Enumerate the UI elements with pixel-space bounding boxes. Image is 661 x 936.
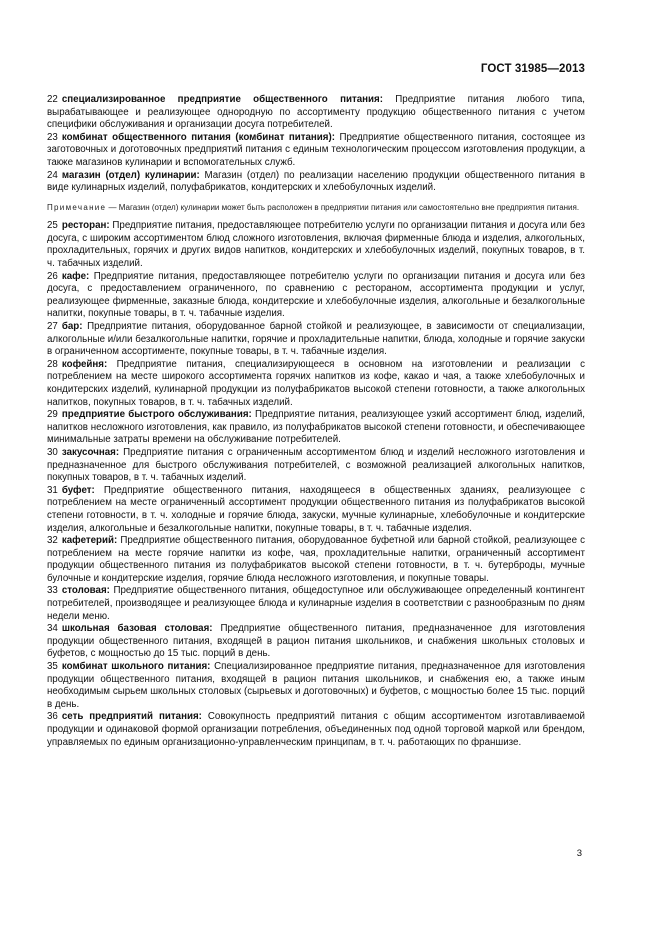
- term-entry: [47, 585, 585, 623]
- term-entry: [47, 485, 585, 535]
- term-title: комбинат школьного питания:: [61, 661, 211, 673]
- term-number: 26: [47, 270, 58, 282]
- term-definition: Предприятие питания, реализующее узкий ассортимент блюд, изделий, напитков несложного изготовления, как правило, из полуфабрикатов высокой степени готовности, и обеспечивающее минимальные затраты времени на обслуживание потребителей.: [47, 409, 585, 446]
- term-title: специализированное предприятие общественного питания:: [61, 94, 383, 105]
- term-entry: [47, 94, 585, 132]
- term-number: 31: [47, 484, 58, 496]
- term-entry: [47, 623, 585, 661]
- term-number: 35: [47, 661, 58, 673]
- term-definition: Магазин (отдел) по реализации населению продукции общественного питания в виде кулинарных изделий, полуфабрикатов, кондитерских и хлебобулочных изделий.: [47, 169, 585, 194]
- term-definition: Специализированное предприятие питания, предназначенное для изготовления продукции общественного питания, входящей в рацион питания школьников, и снабжения ею, а также иным необходимым сырьем школьных столовых (сырьевых и доготовочных) и буфетов, с мощностью более 15 тыс. порций в день.: [47, 661, 585, 710]
- term-title: столовая:: [61, 585, 110, 597]
- term-definition: Предприятие питания, оборудованное барной стойкой и реализующее, в зависимости от специализации, алкогольные и/или безалкогольные напитки, горячие и прохладительные напитки, блюда, холодные и горячие закуски в ограниченном ассортименте, покупные товары, в т. ч. табачные изделия.: [47, 321, 586, 358]
- terms-list-a: [47, 94, 585, 195]
- term-number: 30: [47, 446, 58, 458]
- term-number: 24: [47, 169, 58, 181]
- term-number: 34: [47, 623, 58, 635]
- term-title: сеть предприятий питания:: [61, 711, 202, 723]
- term-entry: [47, 170, 585, 195]
- term-title: магазин (отдел) кулинарии:: [61, 169, 200, 181]
- term-entry: [47, 409, 585, 447]
- term-number: 23: [47, 131, 58, 143]
- term-definition: Предприятие питания, предоставляющее потребителю услуги по организации питания и досуга или без досуга, с широким ассортиментом блюд сложного изготовления, включая фирменные блюда и изделия, алкогольных, прохладительных, горячих и других видов напитков, кондитерских и хлебобулочных изделий, покупных товаров, в т. ч. табачных изделий.: [47, 220, 585, 270]
- term-title: ресторан:: [61, 220, 110, 232]
- term-number: 33: [47, 585, 58, 597]
- term-number: 32: [47, 535, 58, 547]
- standard-code: ГОСТ 31985—2013: [480, 63, 585, 75]
- term-entry: [47, 271, 585, 321]
- term-number: 22: [47, 94, 58, 105]
- term-entry: [47, 359, 585, 409]
- term-definition: Предприятие общественного питания, оборудованное буфетной или барной стойкой, реализующее с потреблением на месте горячие напитки из кофе, чая, прохладительные напитки, ограниченный ассортимент продукции общественного питания из полуфабрикатов высокой степени готовности, в т. ч. бутерброды, мучные булочные и кондитерские изделия, горячие блюда несложного изготовления, и покупные товары.: [47, 535, 585, 584]
- note-label: Примечание: [47, 202, 107, 212]
- term-definition: Предприятие питания, специализирующееся в основном на изготовлении и реализации с потреблением на месте широкого ассортимента горячих напитков из кофе, какао и чая, а также хлебобулочных и кондитерских изделий, кулинарной продукции из полуфабрикатов высокой степени готовности, а также алкогольных напитков, покупных товаров, в т. ч. табачных изделий.: [47, 358, 585, 408]
- term-definition: Предприятие общественного питания, общедоступное или обслуживающее определенный контингент потребителей, производящее и реализующее блюда и кулинарные изделия в соответствии с разнообразным по дням недели меню.: [47, 585, 585, 622]
- term-title: комбинат общественного питания (комбинат питания):: [61, 131, 335, 143]
- term-number: 29: [47, 409, 58, 421]
- term-number: 36: [47, 711, 58, 723]
- term-title: закусочная:: [61, 446, 120, 458]
- term-number: 28: [47, 358, 58, 370]
- term-entry: [47, 220, 585, 270]
- term-entry: [47, 447, 585, 485]
- page-number: 3: [576, 848, 582, 859]
- terms-list-b: [47, 220, 585, 749]
- term-number: 27: [47, 321, 58, 332]
- term-number: 25: [47, 220, 58, 232]
- term-definition: Предприятие общественного питания, находящееся в общественных зданиях, реализующее с потреблением на месте ограниченный ассортимент продукции общественного питания из полуфабрикатов высокой степени готовности, в т. ч. холодные и горячие блюда, закуски, мучные кулинарные, хлебобулочные и кондитерские изделия, алкогольные и безалкогольные напитки, покупные товары, в т. ч. табачные изделия.: [47, 484, 585, 534]
- term-entry: [47, 321, 585, 359]
- term-definition: Предприятие общественного питания, предназначенное для изготовления продукции общественного питания, входящей в рацион питания школьников, и снабжения школьных столовых и буфетов, с мощностью до 15 тыс. порций в день.: [47, 623, 585, 660]
- term-entry: [47, 711, 585, 749]
- term-title: школьная базовая столовая:: [61, 623, 213, 635]
- term-entry: [47, 661, 585, 711]
- term-title: кофейня:: [61, 358, 108, 370]
- term-definition: Предприятие питания, предоставляющее потребителю услуги по организации питания и досуга или без досуга, с предоставлением ограниченного, по сравнению с рестораном, ассортимента продукции и услуг, реализующее фирменные, заказные блюда, кондитерские и хлебобулочные изделия, алкогольные и безалкогольные напитки, покупные товары, в т. ч. табачные изделия.: [47, 270, 585, 320]
- term-title: кафетерий:: [61, 535, 118, 547]
- term-definition: Предприятие питания любого типа, вырабатывающее и реализующее однородную по ассортименту продукцию общественного питания с учетом специфики обслуживания и организации досуга потребителей.: [47, 94, 585, 131]
- terms-content: [47, 94, 585, 749]
- term-definition: Предприятие общественного питания, состоящее из заготовочных и доготовочных предприятий питания с единым технологическим процессом изготовления продукции, а также магазинов кулинарии и вспомогательных служб.: [47, 131, 585, 168]
- term-title: бар:: [61, 321, 83, 332]
- term-title: буфет:: [61, 484, 95, 496]
- term-definition: Совокупность предприятий питания с общим ассортиментом изготавливаемой продукции и одинаковой формой организации потребления, объединенных под одной торговой маркой или брендом, управляемых по единым организационно-управленческим принципам, в т. ч. работающих по франшизе.: [47, 711, 585, 748]
- term-definition: Предприятие питания с ограниченным ассортиментом блюд и изделий несложного изготовления и предназначенное для быстрого обслуживания потребителей, с возможной реализацией алкогольных напитков, покупных товаров, в т. ч. табачных изделий.: [47, 446, 585, 484]
- note-text: — Магазин (отдел) кулинарии может быть расположен в предприятии питания или самостоятельно вне предприятия питания.: [108, 202, 580, 212]
- term-entry: [47, 132, 585, 170]
- term-entry: [47, 535, 585, 585]
- note: [47, 202, 585, 214]
- term-title: кафе:: [61, 270, 90, 282]
- term-title: предприятие быстрого обслуживания:: [61, 409, 252, 421]
